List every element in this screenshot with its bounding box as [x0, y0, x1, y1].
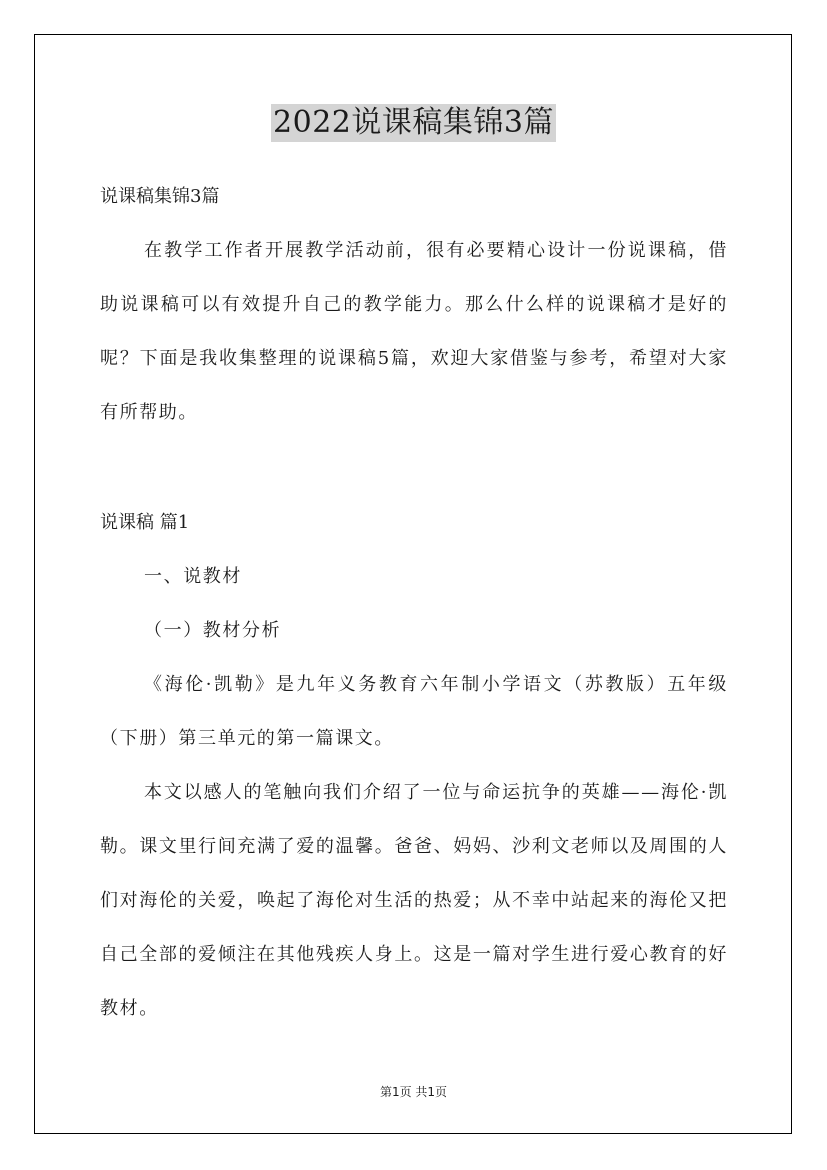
document-title-text: 2022说课稿集锦3篇 — [273, 105, 554, 140]
intro-paragraph: 在教学工作者开展教学活动前，很有必要精心设计一份说课稿，借助说课稿可以有效提升自己的教学能力。那么什么样的说课稿才是好的呢？下面是我收集整理的说课稿5篇，欢迎大家借鉴与参考，希望对大家有所帮助。 — [100, 240, 728, 423]
page-footer: 第1页 共1页 — [379, 1085, 448, 1099]
sub-heading-material-analysis: （一）教材分析 — [144, 620, 282, 641]
body-paragraph-1: 《海伦·凯勒》是九年义务教育六年制小学语文（苏教版）五年级（下册）第三单元的第一篇课文。 — [100, 674, 728, 749]
body-paragraph-2: 本文以感人的笔触向我们介绍了一位与命运抗争的英雄——海伦·凯勒。课文里行间充满了爱的温馨。爸爸、妈妈、沙利文老师以及周围的人们对海伦的关爱，唤起了海伦对生活的热爱；从不幸中站起来的海伦又把自己全部的爱倾注在其他残疾人身上。这是一篇对学生进行爱心教育的好教材。 — [100, 782, 728, 1019]
sub-heading-teaching-material: 一、说教材 — [144, 566, 242, 587]
section-heading: 说课稿 篇1 — [100, 512, 190, 533]
document-title — [0, 102, 827, 142]
document-subtitle: 说课稿集锦3篇 — [100, 186, 220, 207]
document-body — [100, 170, 728, 1036]
